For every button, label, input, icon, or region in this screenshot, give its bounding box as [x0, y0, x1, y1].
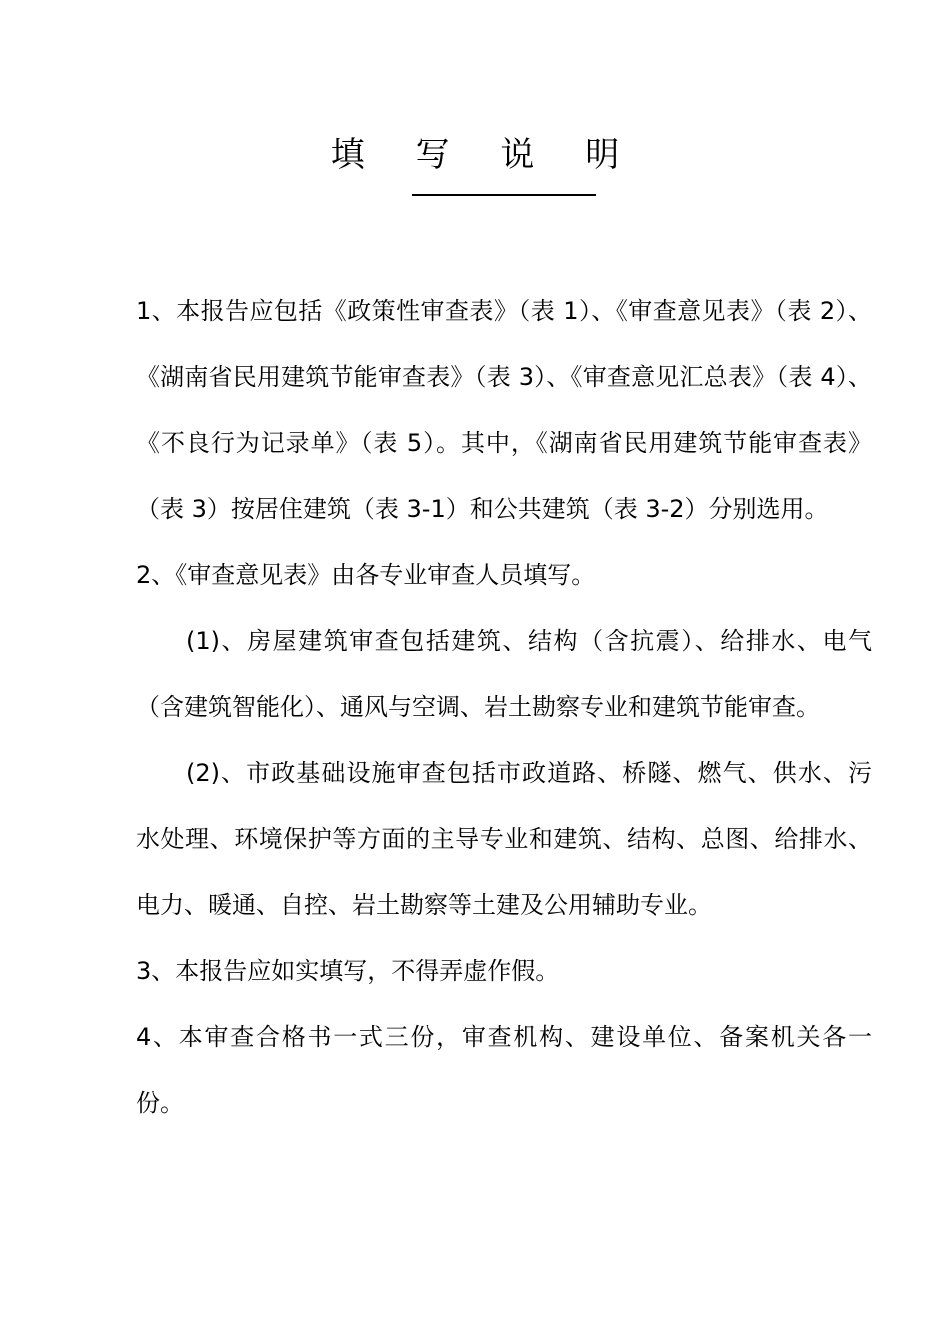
instruction-line: 2、《审查意见表》由各专业审查人员填写。 — [136, 561, 596, 589]
instruction-line: 4、本审查合格书一式三份，审查机构、建设单位、备案机关各一 — [136, 1023, 872, 1051]
instruction-line: (2)、市政基础设施审查包括市政道路、桥隧、燃气、供水、污 — [186, 759, 872, 787]
instruction-line: 《不良行为记录单》（表 5）。其中，《湖南省民用建筑节能审查表》 — [136, 429, 872, 457]
instruction-line: （含建筑智能化）、通风与空调、岩土勘察专业和建筑节能审查。 — [136, 693, 820, 721]
instructions-body — [136, 278, 872, 1136]
instruction-line: 电力、暖通、自控、岩土勘察等土建及公用辅助专业。 — [136, 891, 712, 919]
instruction-line: 《湖南省民用建筑节能审查表》（表 3）、《审查意见汇总表》（表 4）、 — [136, 363, 872, 391]
instruction-line: (1)、房屋建筑审查包括建筑、结构（含抗震）、给排水、电气 — [186, 627, 872, 655]
instruction-line: 1、本报告应包括《政策性审查表》（表 1）、《审查意见表》（表 2）、 — [136, 297, 872, 325]
page-title: 填 写 说 明 — [330, 135, 640, 175]
instruction-line: 3、本报告应如实填写，不得弄虚作假。 — [136, 957, 560, 985]
instruction-line: 份。 — [136, 1089, 184, 1117]
title-underline — [412, 194, 596, 196]
instruction-line: （表 3）按居住建筑（表 3-1）和公共建筑（表 3-2）分别选用。 — [136, 495, 829, 523]
instruction-line: 水处理、环境保护等方面的主导专业和建筑、结构、总图、给排水、 — [136, 825, 872, 853]
